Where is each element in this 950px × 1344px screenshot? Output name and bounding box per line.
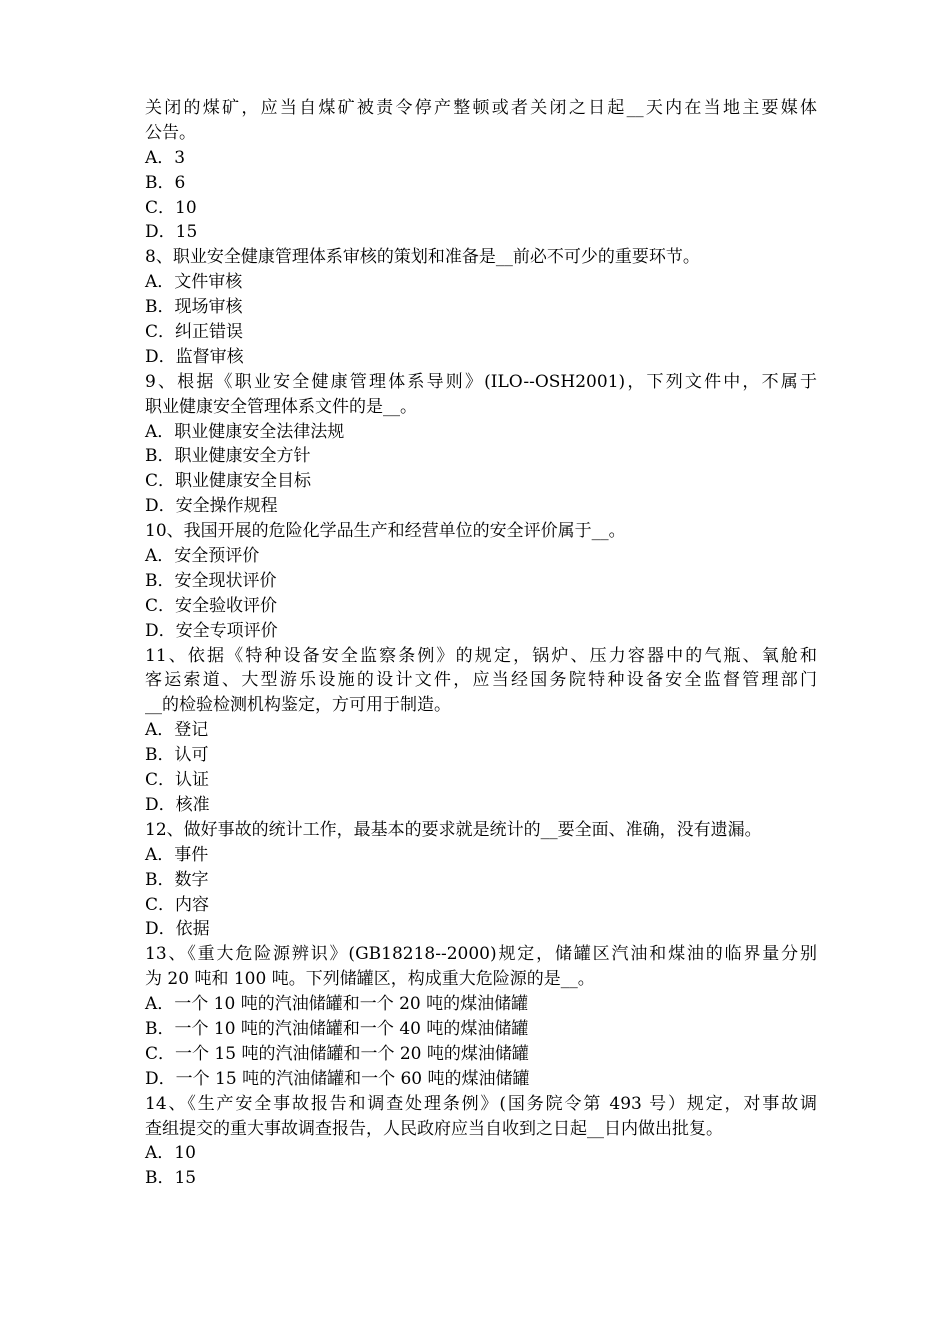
question-10 xyxy=(145,519,817,643)
question-9 xyxy=(145,370,817,519)
option-b: B．认可 xyxy=(145,745,209,766)
option-d: D．安全操作规程 xyxy=(145,496,278,517)
question-stem-line: 公告。 xyxy=(145,122,196,143)
option-d: D．15 xyxy=(145,222,198,243)
question-stem-line: __的检验检测机构鉴定，方可用于制造。 xyxy=(145,695,451,716)
option-d: D．安全专项评价 xyxy=(145,620,278,641)
option-b: B．15 xyxy=(145,1168,197,1189)
question-stem-line: 14、《生产安全事故报告和调查处理条例》(国务院令第 493 号）规定，对事故调 xyxy=(145,1093,817,1114)
option-b: B．一个 10 吨的汽油储罐和一个 40 吨的煤油储罐 xyxy=(145,1018,529,1039)
question-stem-line: 为 20 吨和 100 吨。下列储罐区，构成重大危险源的是__。 xyxy=(145,969,595,990)
option-a: A．10 xyxy=(145,1143,196,1164)
option-c: C．内容 xyxy=(145,894,210,915)
option-b: B．职业健康安全方针 xyxy=(145,446,311,467)
question-stem-line: 10、我国开展的危险化学品生产和经营单位的安全评价属于__。 xyxy=(145,521,626,542)
option-c: C．一个 15 吨的汽油储罐和一个 20 吨的煤油储罐 xyxy=(145,1043,529,1064)
question-stem-line: 客运索道、大型游乐设施的设计文件，应当经国务院特种设备安全监督管理部门 xyxy=(145,670,817,691)
option-d: D．监督审核 xyxy=(145,346,244,367)
option-a: A．登记 xyxy=(145,720,209,741)
option-c: C．10 xyxy=(145,197,197,218)
question-8 xyxy=(145,245,817,369)
question-stem-line: 11、依据《特种设备安全监察条例》的规定，锅炉、压力容器中的气瓶、氧舱和 xyxy=(145,645,817,666)
option-d: D．一个 15 吨的汽油储罐和一个 60 吨的煤油储罐 xyxy=(145,1068,530,1089)
option-b: B．数字 xyxy=(145,869,209,890)
option-b: B．安全现状评价 xyxy=(145,570,277,591)
option-c: C．认证 xyxy=(145,770,210,791)
option-b: B．现场审核 xyxy=(145,297,243,318)
option-a: A．职业健康安全法律法规 xyxy=(145,421,345,442)
option-a: A．一个 10 吨的汽油储罐和一个 20 吨的煤油储罐 xyxy=(145,994,529,1015)
document-page xyxy=(145,96,817,1191)
question-stem-line: 12、做好事故的统计工作，最基本的要求就是统计的__要全面、准确，没有遗漏。 xyxy=(145,819,762,840)
question-stem-line: 8、职业安全健康管理体系审核的策划和准备是__前必不可少的重要环节。 xyxy=(145,247,700,268)
question-stem-line: 查组提交的重大事故调查报告，人民政府应当自收到之日起__日内做出批复。 xyxy=(145,1118,723,1139)
option-c: C．安全验收评价 xyxy=(145,595,278,616)
option-a: A．事件 xyxy=(145,844,209,865)
question-stem-line: 职业健康安全管理体系文件的是__。 xyxy=(145,396,417,417)
question-13 xyxy=(145,942,817,1091)
question-11 xyxy=(145,644,817,818)
question-stem-line: 9、根据《职业安全健康管理体系导则》(ILO--OSH2001)，下列文件中，不属于 xyxy=(145,371,817,392)
option-a: A．安全预评价 xyxy=(145,546,260,567)
option-c: C．职业健康安全目标 xyxy=(145,471,312,492)
question-7 xyxy=(145,96,817,245)
option-a: A．3 xyxy=(145,147,186,168)
question-stem-line: 关闭的煤矿，应当自煤矿被责令停产整顿或者关闭之日起__天内在当地主要媒体 xyxy=(145,98,817,118)
question-stem-line: 13、《重大危险源辨识》(GB18218--2000)规定，储罐区汽油和煤油的临界量分别 xyxy=(145,944,817,965)
option-a: A．文件审核 xyxy=(145,272,243,293)
option-d: D．核准 xyxy=(145,794,210,815)
option-d: D．依据 xyxy=(145,919,210,940)
option-b: B．6 xyxy=(145,172,186,193)
question-12 xyxy=(145,818,817,942)
question-14 xyxy=(145,1092,817,1192)
option-c: C．纠正错误 xyxy=(145,322,244,343)
